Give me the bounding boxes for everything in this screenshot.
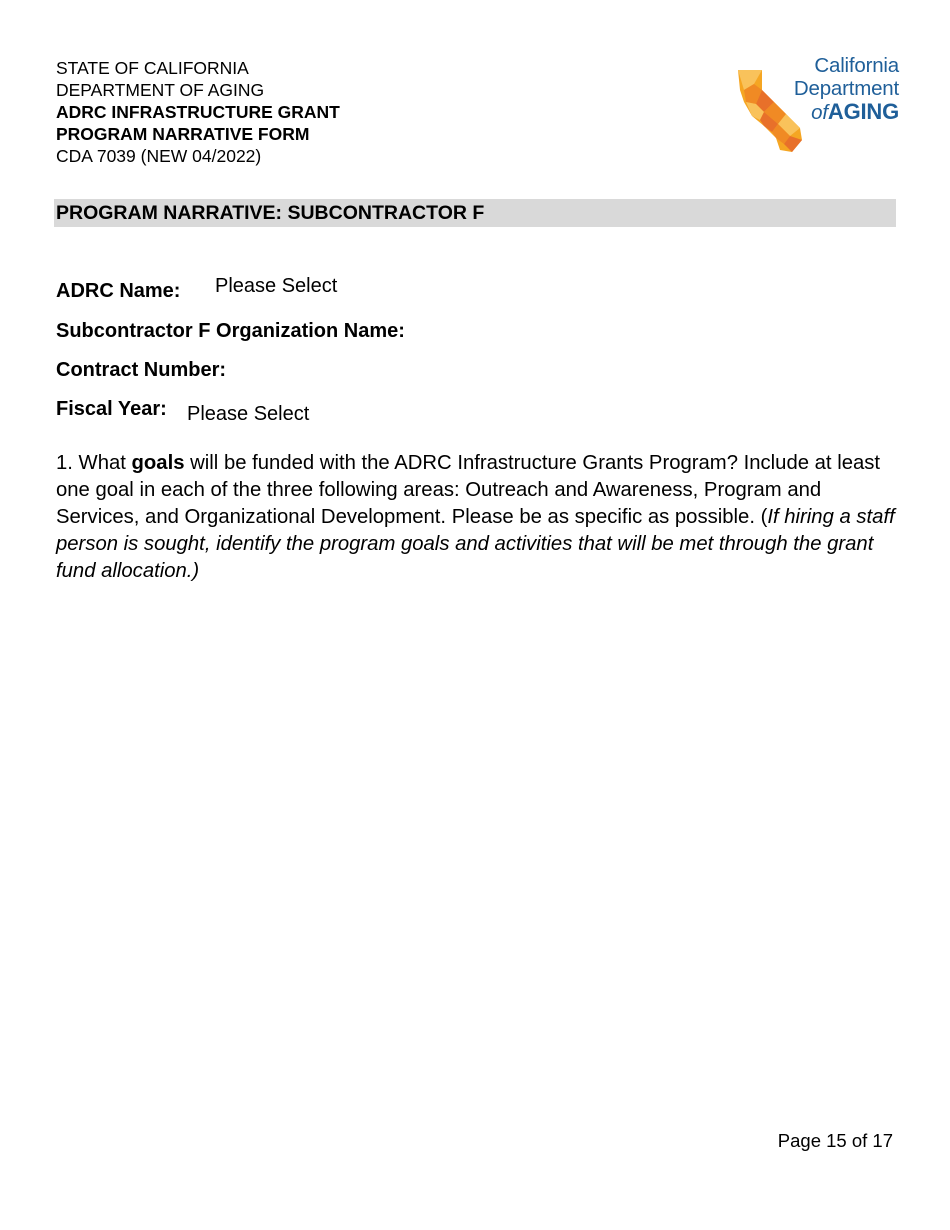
fiscal-year-select[interactable]: Please Select — [187, 403, 310, 425]
org-name-field[interactable] — [445, 319, 885, 343]
adrc-name-label: ADRC Name: — [56, 280, 181, 302]
org-name-label: Subcontractor F Organization Name: — [56, 320, 405, 342]
section-title: PROGRAM NARRATIVE: SUBCONTRACTOR F — [56, 202, 485, 224]
header-grant-title: ADRC INFRASTRUCTURE GRANT — [56, 102, 340, 122]
cda-logo — [734, 54, 899, 156]
header-state: STATE OF CALIFORNIA — [56, 58, 249, 78]
fiscal-year-label: Fiscal Year: — [56, 398, 167, 420]
logo-wordmark: California Department ofAGING — [793, 54, 899, 124]
question-1-response-area[interactable] — [56, 600, 898, 1100]
form-header — [56, 57, 340, 167]
section-title-bar — [54, 199, 896, 227]
adrc-name-select[interactable]: Please Select — [215, 275, 338, 297]
header-form-number: CDA 7039 (NEW 04/2022) — [56, 146, 262, 166]
question-1-emphasis: goals — [131, 452, 185, 474]
question-1: 1. What goals will be funded with the ADRC Infrastructure Grants Program? Include at least one goal in each of the three following areas: Outreach and Awareness, Program and Services, and Organizational Development. Please be as specific as possible. (If hiring a staff person is sought, identify the program goals and activities that will be met through the grant fund allocation.) — [56, 452, 895, 582]
page-number: Page 15 of 17 — [777, 1130, 893, 1151]
contract-number-field[interactable] — [250, 358, 690, 382]
header-form-title: PROGRAM NARRATIVE FORM — [56, 124, 310, 144]
question-1-note: If hiring a staff person is sought, identify the program goals and activities that will be met through the grant fund allocation.) — [56, 506, 895, 582]
header-department: DEPARTMENT OF AGING — [56, 80, 265, 100]
contract-number-label: Contract Number: — [56, 359, 227, 381]
